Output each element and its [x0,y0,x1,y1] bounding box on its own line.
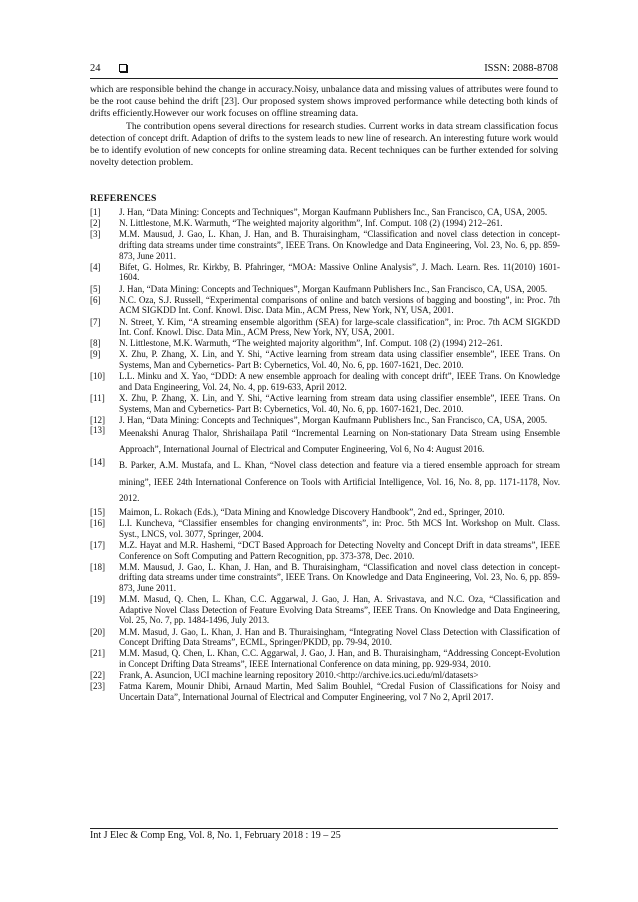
reference-number: [18] [90,561,106,572]
reference-text: M.M. Masud, Q. Chen, L. Khan, C.C. Aggarwal, J. Gao, J. Han, A. Srivastava, and N.C. Oza, “Classification and Adaptive Novel Class Detection of Feature Evolving Data Streams”, IEEE Trans. On Knowledge and Data Engineering, Vol. 25, No. 7, pp. 1484-1496, July 2013. [119,594,560,626]
reference-item [90,507,560,518]
reference-text: M.M. Mausud, J. Gao, L. Khan, J. Han, and B. Thuraisingham, “Classification and novel class detection in concept-drifting data streams under time constraints”, IEEE Trans. On Knowledge and Data Engineering, Vol. 23, No. 6, pp. 859-873, June 2011. [119,561,560,593]
reference-text: N. Littlestone, M.K. Warmuth, “The weighted majority algorithm”, Inf. Comput. 108 (2) (1994) 212–261. [119,218,503,229]
reference-text: X. Zhu, P. Zhang, X. Lin, and Y. Shi, “Active learning from stream data using classifier ensemble”, IEEE Trans. On Systems, Man and Cybernetics- Part B: Cybernetics, Vol. 40, No. 6, pp. 1607-1621, Dec. 2010. [119,349,560,371]
reference-number: [20] [90,626,106,637]
reference-text: B. Parker, A.M. Mustafa, and L. Khan, “Novel class detection and feature via a tiered ensemble approach for stream mining”, IEEE 24th International Conference on Tools with Artificial Intelligence, Vol. 16, No. 8, pp. 1171-1178, Nov. 2012. [119,460,560,503]
references-heading: REFERENCES [90,193,157,204]
reference-number: [23] [90,681,106,692]
reference-item [90,284,560,295]
checkbox-square-icon [119,64,127,72]
reference-item [90,627,560,648]
reference-number: [12] [90,414,106,425]
reference-number: [2] [90,218,101,229]
reference-number: [5] [90,283,101,294]
reference-text: Frank, A. Asuncion, UCI machine learning repository 2010.<http://archive.ics.uci.edu/ml/datasets> [119,670,479,681]
reference-text: Meenakshi Anurag Thalor, Shrishailapa Patil “Incremental Learning on Non-stationary Data Stream using Ensemble Approach”, International Journal of Electrical and Computer Engineering, Vol 6, No 4: August 2016. [119,428,560,455]
reference-number: [15] [90,507,106,518]
reference-text: L.I. Kuncheva, “Classifier ensembles for changing environments”, in: Proc. 5th MCS Int. Workshop on Mult. Class. Syst., LNCS, vol. 3077, Springer, 2004. [119,518,560,539]
reference-number: [21] [90,648,106,659]
reference-item [90,415,560,426]
reference-number: [4] [90,261,101,272]
reference-number: [13] [90,425,106,435]
reference-item [90,371,560,392]
reference-item [90,338,560,349]
reference-number: [11] [90,393,105,404]
reference-text: M.Z. Hayat and M.R. Hashemi, “DCT Based Approach for Detecting Novelty and Concept Drift in data streams”, IEEE Conference on Soft Computing and Pattern Recognition, pp. 373-378, Dec. 2010. [119,539,560,561]
reference-item [90,681,560,702]
reference-text: N. Street, Y. Kim, “A streaming ensemble algorithm (SEA) for large-scale classification”, in: Proc. 7th ACM SIGKDD Int. Conf. Knowl. Disc. Data Min., ACM Press, New York, NY, USA, 2001. [119,316,560,338]
reference-number: [22] [90,670,106,681]
reference-item [90,393,560,414]
reference-text: X. Zhu, P. Zhang, X. Lin, and Y. Shi, “Active learning from stream data using classifier ensemble”, IEEE Trans. On Systems, Man and Cybernetics- Part B: Cybernetics, Vol. 40, No. 6, pp. 1607-1621, Dec. 2010. [119,393,560,414]
reference-number: [8] [90,338,101,349]
reference-number: [3] [90,229,101,240]
reference-number: [7] [90,316,101,327]
reference-item [90,425,560,457]
reference-text: M.M. Masud, J. Gao, L. Khan, J. Han and B. Thuraisingham, “Integrating Novel Class Detection with Classification of Concept Drifting Data Streams”, ECML, Springer/PKDD, pp. 79-94, 2010. [119,626,560,648]
reference-item [90,218,560,229]
reference-text: N.C. Oza, S.J. Russell, “Experimental comparisons of online and batch versions of bagging and boosting”, in: Proc. 7th ACM SIGKDD Int. Conf. Knowl. Disc. Data Min., ACM Press, New York, NY, USA, 2001. [119,294,560,316]
reference-item [90,317,560,338]
reference-number: [10] [90,371,106,382]
header-rule [90,78,558,79]
reference-text: Bifet, G. Holmes, Rr. Kirkby, B. Pfahringer, “MOA: Massive Online Analysis”, J. Mach. Learn. Res. 11(2010) 1601-1604. [119,261,560,283]
page-header [90,60,558,76]
reference-text: M.M. Masud, Q. Chen, L. Khan, C.C. Aggarwal, J. Gao, J. Han, and B. Thuraisingham, “Addressing Concept-Evolution in Concept Drifting Data Streams”, IEEE International Conference on data mining, pp. 929-934, 2010. [119,648,560,669]
reference-number: [14] [90,457,106,468]
issn-label: ISSN: 2088-8708 [484,62,558,74]
reference-item [90,518,560,539]
reference-item [90,207,560,218]
reference-item [90,540,560,561]
reference-number: [17] [90,539,106,550]
reference-text: J. Han, “Data Mining: Concepts and Techniques”, Morgan Kaufmann Publishers Inc., San Francisco, CA, USA, 2005. [119,207,548,217]
page-number: 24 [90,62,101,74]
body-text [90,84,558,169]
reference-text: J. Han, “Data Mining: Concepts and Techniques”, Morgan Kaufmann Publishers Inc., San Francisco, CA, USA, 2005. [119,283,548,294]
reference-item [90,594,560,626]
reference-item [90,229,560,261]
footer-rule [90,828,558,829]
reference-text: J. Han, “Data Mining: Concepts and Techniques”, Morgan Kaufmann Publishers Inc., San Francisco, CA, USA, 2005. [119,414,548,425]
references-list [90,207,560,703]
paragraph-2: The contribution opens several directions for research studies. Current works in data stream classification focus detection of concept drift. Adaption of drifts to the system leads to new line of research. An interesting future work would be to identify evolution of new concepts for online streaming data. Recent techniques can be further extended for solving novelty detection problem. [90,120,558,169]
reference-text: Fatma Karem, Mounir Dhibi, Arnaud Martin, Med Salim Bouhlel, “Credal Fusion of Classifications for Noisy and Uncertain Data”, International Journal of Electrical and Computer Engineering, vol 7 No 2, April 2017. [119,681,560,702]
reference-item [90,670,560,681]
reference-item [90,457,560,506]
reference-number: [19] [90,594,106,605]
reference-item [90,295,560,316]
reference-item [90,562,560,594]
reference-number: [16] [90,518,106,529]
page-footer: Int J Elec & Comp Eng, Vol. 8, No. 1, February 2018 : 19 – 25 [90,830,341,841]
header-left [90,63,127,74]
reference-number: [1] [90,207,101,217]
reference-item [90,648,560,669]
reference-item [90,349,560,370]
reference-text: L.L. Minku and X. Yao, “DDD: A new ensemble approach for dealing with concept drift”, IEEE Trans. On Knowledge and Data Engineering, Vol. 24, No. 4, pp. 619-633, April 2012. [119,371,560,392]
reference-text: M.M. Mausud, J. Gao, L. Khan, J. Han, and B. Thuraisingham, “Classification and novel class detection in concept-drifting data streams under time constraints”, IEEE Trans. On Knowledge and Data Engineering, Vol. 23, No. 6, pp. 859-873, June 2011. [119,229,560,261]
reference-item [90,262,560,283]
reference-text: Maimon, L. Rokach (Eds.), “Data Mining and Knowledge Discovery Handbook”, 2nd ed., Springer, 2010. [119,507,505,518]
reference-text: N. Littlestone, M.K. Warmuth, “The weighted majority algorithm”, Inf. Comput. 108 (2) (1994) 212–261. [119,338,503,349]
reference-number: [9] [90,349,101,360]
reference-number: [6] [90,294,101,305]
paragraph-1: which are responsible behind the change in accuracy.Noisy, unbalance data and missing values of attributes were found to be the root cause behind the drift [23]. Our proposed system shows improved performance while detecting both kinds of drifts efficiently.However our work focuses on offline streaming data. [90,84,558,120]
